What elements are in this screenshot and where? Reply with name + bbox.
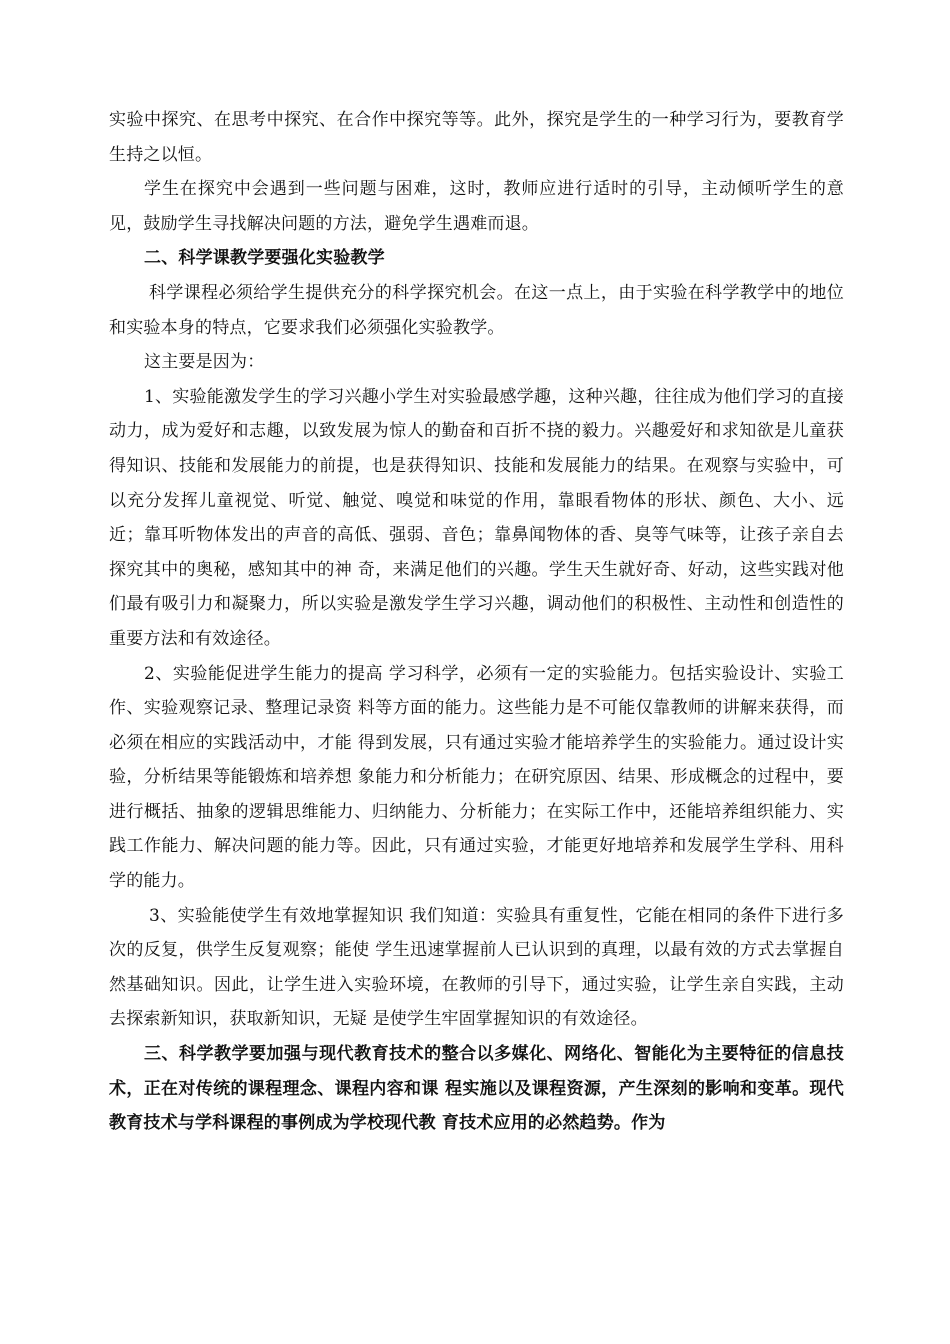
paragraph-5: 1、实验能激发学生的学习兴趣小学生对实验最感学趣，这种兴趣，往往成为他们学习的直接动力，成为爱好和志趣，以致发展为惊人的勤奋和百折不挠的毅力。兴趣爱好和求知欲是儿童获得知识、技能和发展能力的前提，也是获得知识、技能和发展能力的结果。在观察与实验中，可以充分发挥儿童视觉、听觉、触觉、嗅觉和味觉的作用，靠眼看物体的形状、颜色、大小、远近；靠耳听物体发出的声音的高低、强弱、音色；靠鼻闻物体的香、臭等气味等，让孩子亲自去探究其中的奥秘，感知其中的神 奇，来满足他们的兴趣。学生天生就好奇、好动，这些实践对他们最有吸引力和凝聚力，所以实验是激发学生学习兴趣，调动他们的积极性、主动性和创造性的重要方法和有效途径。 bbox=[109, 386, 844, 649]
paragraph-7: 3、实验能使学生有效地掌握知识 我们知道：实验具有重复性，它能在相同的条件下进行多次的反复，供学生反复观察；能使 学生迅速掌握前人已认识到的真理，以最有效的方式去掌握自然基础知识。因此，让学生进入实验环境，在教师的引导下，通过实验，让学生亲自实践，主动去探索新知识，获取新知识，无疑 是使学生牢固掌握知识的有效途径。 bbox=[109, 905, 844, 1030]
paragraph-1: 实验中探究、在思考中探究、在合作中探究等等。此外，探究是学生的一种学习行为，要教育学生持之以恒。 bbox=[109, 110, 844, 165]
paragraph-6: 2、实验能促进学生能力的提高 学习科学，必须有一定的实验能力。包括实验设计、实验工作、实验观察记录、整理记录资 料等方面的能力。这些能力是不可能仅靠教师的讲解来获得，而必须在相应的实践活动中，才能 得到发展，只有通过实验才能培养学生的实验能力。通过设计实验，分析结果等能锻炼和培养想 象能力和分析能力；在研究原因、结果、形成概念的过程中，要进行概括、抽象的逻辑思维能力、归纳能力、分析能力；在实际工作中，还能培养组织能力、实践工作能力、解决问题的能力等。因此，只有通过实验，才能更好地培养和发展学生学科、用科学的能力。 bbox=[109, 663, 844, 892]
paragraph-4: 这主要是因为： bbox=[144, 352, 265, 373]
section-heading-2: 二、科学课教学要强化实验教学 bbox=[144, 248, 385, 269]
paragraph-2: 学生在探究中会遇到一些问题与困难，这时，教师应进行适时的引导，主动倾听学生的意见，鼓励学生寻找解决问题的方法，避免学生遇难而退。 bbox=[109, 179, 844, 234]
section-heading-3-paragraph: 三、科学教学要加强与现代教育技术的整合以多媒化、网络化、智能化为主要特征的信息技术，正在对传统的课程理念、课程内容和课 程实施以及课程资源，产生深刻的影响和变革。现代教育技术与学科课程的事例成为学校现代教 育技术应用的必然趋势。作为 bbox=[109, 1044, 844, 1134]
paragraph-3: 科学课程必须给学生提供充分的科学探究机会。在这一点上，由于实验在科学教学中的地位和实验本身的特点，它要求我们必须强化实验教学。 bbox=[109, 282, 844, 338]
document-body bbox=[109, 103, 844, 1141]
